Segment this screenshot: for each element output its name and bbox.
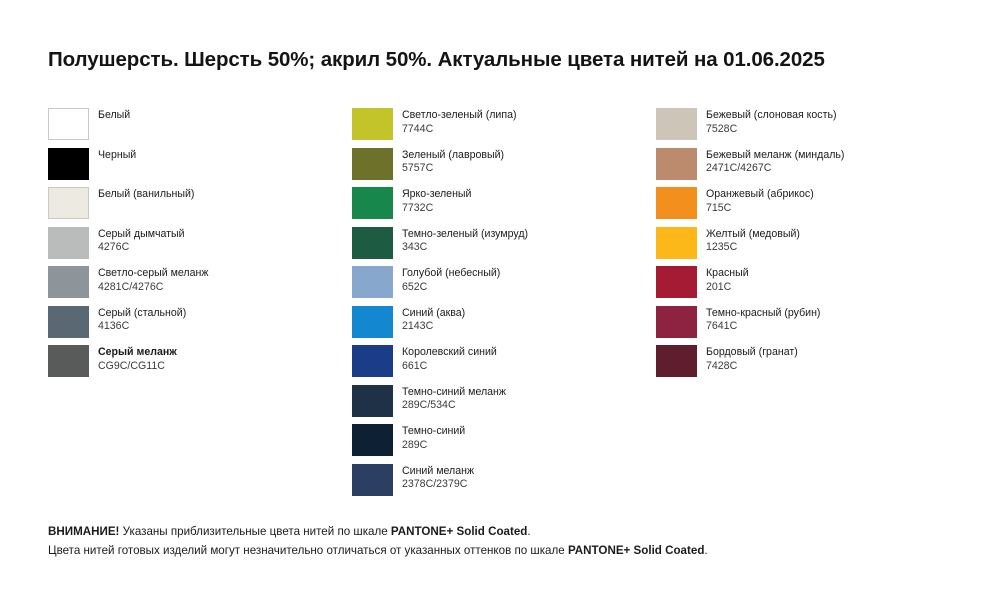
pantone-code: 7428C [706,359,738,372]
swatch-labels [98,187,194,201]
color-name: Ярко-зеленый [402,188,472,200]
footer-line-2-text: Цвета нитей готовых изделий могут незначительно отличаться от указанных оттенков по шкале [48,544,568,558]
color-name: Белый [98,109,131,121]
swatch-labels [98,108,130,122]
pantone-code: 289C [402,438,428,451]
color-chip [48,266,89,298]
swatch-labels [402,227,528,254]
pantone-code: 2143C [402,320,434,332]
swatch-row [352,227,656,267]
swatch-labels [402,108,517,135]
pantone-code: 4281C/4276C [98,280,164,293]
swatch-row [352,424,656,464]
color-chip [656,148,697,180]
swatch-labels [706,108,837,135]
swatch-labels [402,385,506,412]
color-name: Светло-серый меланж [98,267,209,279]
swatch-row [352,345,656,385]
swatch-column-3 [656,108,960,503]
pantone-code: 7744C [402,122,434,135]
color-chip [352,424,393,456]
swatch-row [352,306,656,346]
pantone-code: 7732C [402,201,434,214]
color-name: Оранжевый (абрикос) [706,188,814,200]
pantone-scale-2: PANTONE+ Solid Coated [567,544,705,558]
color-name: Темно-зеленый (изумруд) [402,227,529,240]
footer-line-1-text: Указаны приблизительные цвета нитей по шкале [119,525,391,538]
color-chip [656,345,697,377]
swatch-labels [402,266,500,293]
color-name: Голубой (небесный) [402,267,501,279]
pantone-code: 652C [402,280,428,293]
pantone-code: 715C [706,201,732,214]
color-chip [352,464,393,496]
color-chip [656,187,697,219]
color-chip [352,306,393,338]
swatch-row [352,148,656,188]
swatch-row [656,148,960,188]
swatch-labels [706,266,749,293]
color-name: Темно-синий меланж [402,385,506,398]
swatch-row [656,227,960,267]
swatch-labels [706,306,820,333]
color-name: Серый меланж [98,346,177,358]
swatch-labels [98,266,208,293]
color-name: Серый (стальной) [98,306,187,319]
swatch-labels [706,148,844,175]
color-chip [48,148,89,180]
swatch-row [352,464,656,504]
footer-line-1 [48,522,968,541]
swatch-labels [98,148,136,162]
footer-line-1-end: . [527,525,531,538]
color-chip [656,306,697,338]
color-name: Светло-зеленый (липа) [402,109,517,121]
color-name: Бежевый меланж (миндаль) [706,148,845,161]
swatch-row [352,266,656,306]
swatch-labels [402,306,465,333]
pantone-code: 7528C [706,122,738,135]
color-chip [48,306,89,338]
color-chip [48,345,89,377]
color-chip [352,266,393,298]
color-name: Бордовый (гранат) [706,346,798,358]
swatch-row [48,148,352,188]
swatch-row [48,306,352,346]
pantone-scale-1: PANTONE+ Solid Coated [390,525,528,538]
pantone-code: 661C [402,359,428,372]
swatch-labels [98,227,185,254]
swatch-row [48,345,352,385]
pantone-code: 7641C [706,320,738,332]
swatch-row [48,227,352,267]
color-chip [352,187,393,219]
swatch-row [48,187,352,227]
swatch-labels [402,345,497,372]
color-name: Красный [706,267,749,279]
pantone-code: 343C [402,241,428,253]
swatch-labels [706,187,814,214]
swatch-row [656,108,960,148]
color-name: Темно-красный (рубин) [706,306,821,319]
color-chip [48,227,89,259]
color-name: Синий (аква) [402,306,466,319]
color-chip [352,148,393,180]
footer-line-2 [48,541,968,560]
color-chip [656,227,697,259]
swatch-row [352,108,656,148]
swatch-labels [706,227,800,254]
swatch-row [656,306,960,346]
swatch-labels [402,424,465,451]
pantone-code: CG9C/CG11C [98,359,165,372]
swatch-row [352,385,656,425]
swatch-labels [402,187,471,214]
attention-label: ВНИМАНИЕ! [48,525,120,538]
swatch-labels [402,464,474,491]
pantone-code: 4136C [98,320,130,332]
pantone-code: 2471C/4267C [706,162,772,174]
color-name: Черный [98,148,137,161]
pantone-code: 4276C [98,241,130,253]
swatch-row [48,266,352,306]
pantone-code: 289C/534C [402,399,456,411]
swatch-labels [706,345,798,372]
color-name: Королевский синий [402,346,497,358]
swatch-row [656,187,960,227]
color-chip [656,108,697,140]
swatch-row [48,108,352,148]
pantone-code: 201C [706,280,732,293]
color-chip [352,108,393,140]
swatch-row [352,187,656,227]
color-name: Желтый (медовый) [706,227,800,240]
pantone-code: 2378C/2379C [402,478,468,490]
swatch-labels [402,148,504,175]
color-chip [48,187,89,219]
color-chip [352,227,393,259]
swatch-row [656,345,960,385]
swatch-columns [48,108,960,503]
color-name: Белый (ванильный) [98,188,195,200]
footer-line-2-end: . [704,544,708,558]
pantone-code: 1235C [706,241,738,253]
color-name: Зеленый (лавровый) [402,148,505,161]
swatch-column-2 [352,108,656,503]
color-name: Серый дымчатый [98,227,185,240]
page-title: Полушерсть. Шерсть 50%; акрил 50%. Актуальные цвета нитей на 01.06.2025 [48,48,825,71]
color-name: Бежевый (слоновая кость) [706,109,837,121]
swatch-labels [98,306,186,333]
color-chip [48,108,89,140]
color-name: Синий меланж [402,464,475,477]
swatch-row [656,266,960,306]
color-chip [656,266,697,298]
color-chip [352,385,393,417]
pantone-code: 5757C [402,162,434,174]
color-chip [352,345,393,377]
swatch-labels [98,345,177,372]
color-name: Темно-синий [402,425,466,437]
swatch-column-1 [48,108,352,503]
footer-note [48,522,968,560]
